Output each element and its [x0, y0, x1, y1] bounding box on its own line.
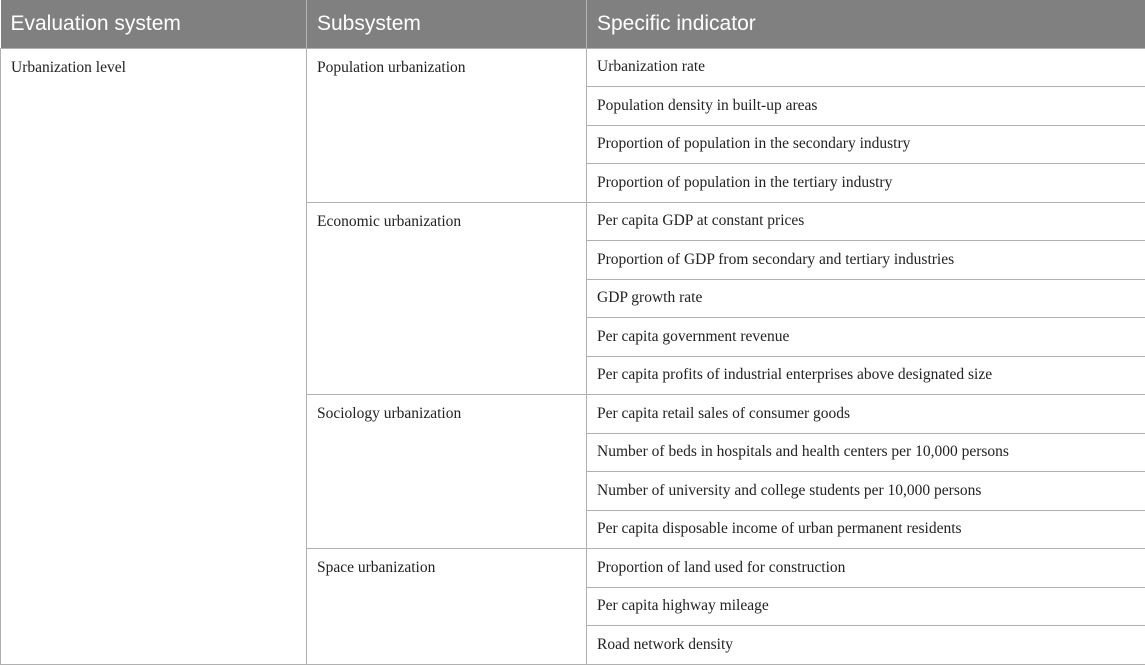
header-row	[1, 0, 1145, 48]
indicator-cell: Per capita GDP at constant prices	[587, 202, 1145, 241]
indicator-cell: Per capita highway mileage	[587, 587, 1145, 626]
table-row	[1, 48, 1145, 87]
indicator-cell: Per capita retail sales of consumer goods	[587, 395, 1145, 434]
subsystem-cell: Space urbanization	[307, 549, 587, 665]
evaluation-system-cell: Urbanization level	[1, 48, 307, 664]
indicator-cell: Per capita disposable income of urban permanent residents	[587, 510, 1145, 549]
indicator-cell: Proportion of GDP from secondary and tertiary industries	[587, 241, 1145, 280]
indicator-cell: Proportion of population in the tertiary industry	[587, 164, 1145, 203]
indicator-cell: Per capita government revenue	[587, 318, 1145, 357]
indicator-cell: Road network density	[587, 626, 1145, 665]
indicator-cell: Number of beds in hospitals and health centers per 10,000 persons	[587, 433, 1145, 472]
indicator-cell: Per capita profits of industrial enterprises above designated size	[587, 356, 1145, 395]
indicator-cell: Number of university and college students per 10,000 persons	[587, 472, 1145, 511]
header-evaluation-system: Evaluation system	[1, 0, 307, 48]
indicator-cell: Proportion of land used for construction	[587, 549, 1145, 588]
indicator-cell: Proportion of population in the secondary industry	[587, 125, 1145, 164]
indicator-cell: GDP growth rate	[587, 279, 1145, 318]
indicator-cell: Urbanization rate	[587, 48, 1145, 87]
header-specific-indicator: Specific indicator	[587, 0, 1145, 48]
subsystem-cell: Sociology urbanization	[307, 395, 587, 549]
subsystem-cell: Economic urbanization	[307, 202, 587, 395]
header-subsystem: Subsystem	[307, 0, 587, 48]
subsystem-cell: Population urbanization	[307, 48, 587, 202]
indicator-cell: Population density in built-up areas	[587, 87, 1145, 126]
